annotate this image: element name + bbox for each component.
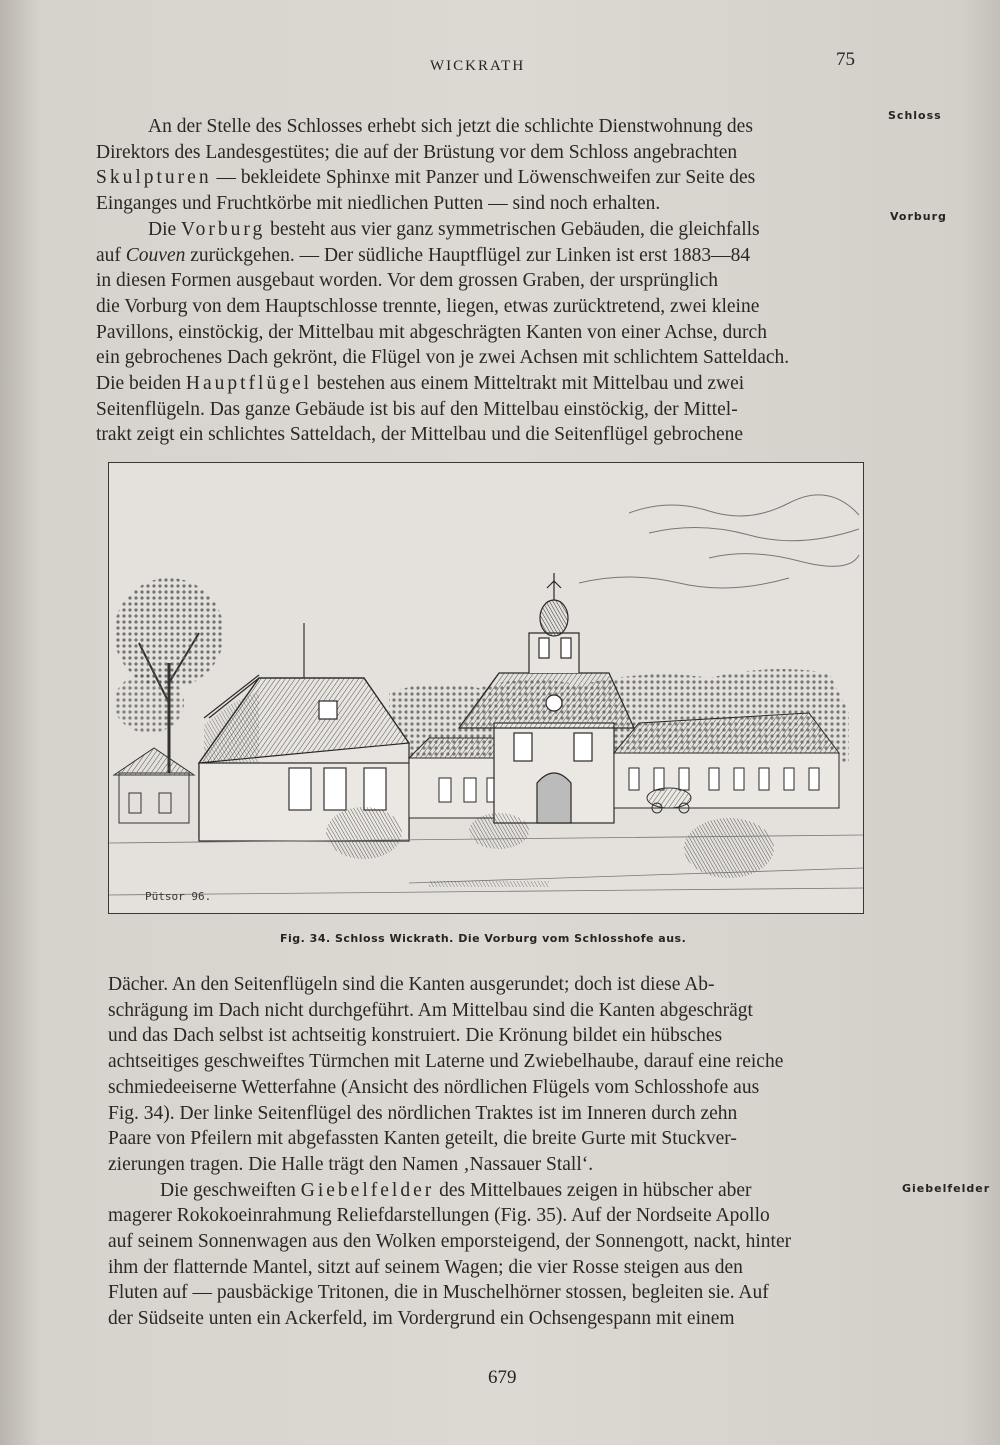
text-line: Die geschweiften Giebelfelder des Mittelbaues zeigen in hübscher aber <box>160 1179 752 1201</box>
bush-center <box>469 813 529 849</box>
horse-carriage <box>647 788 691 813</box>
page-number-bottom: 679 <box>488 1367 517 1388</box>
text-line: Fluten auf — pausbäckige Tritonen, die in Muschelhörner stossen, begleiten sie. Auf <box>108 1282 769 1304</box>
text-line: auf Couven zurückgehen. — Der südliche Hauptflügel zur Linken ist erst 1883—84 <box>96 244 751 266</box>
bush-right <box>684 818 774 878</box>
text-line: achtseitiges geschweiftes Türmchen mit Laterne und Zwiebelhaube, darauf eine reiche <box>108 1051 784 1073</box>
text-line: und das Dach selbst ist achtseitig konstruiert. Die Krönung bildet ein hübsches <box>108 1025 723 1047</box>
text-line: Die beiden Hauptflügel bestehen aus einem Mitteltrakt mit Mittelbau und zwei <box>96 373 745 395</box>
left-wing-roof <box>204 691 259 763</box>
top-paragraphs <box>96 114 866 448</box>
text-line: Skulpturen — bekleidete Sphinxe mit Panzer und Löwenschweifen zur Seite des <box>96 167 756 189</box>
figure-34-illustration <box>108 462 864 914</box>
bush-left <box>326 807 402 859</box>
text-line: der Südseite unten ein Ackerfeld, im Vordergrund ein Ochsengespann mit einem <box>108 1308 735 1330</box>
small-house-left <box>114 748 194 823</box>
margin-note-schloss: Schloss <box>888 109 942 122</box>
text-line: in diesen Formen ausgebaut worden. Vor dem grossen Graben, der ursprünglich <box>96 270 719 292</box>
text-line: schrägung im Dach nicht durchgeführt. Am Mittelbau sind die Kanten abgeschrägt <box>108 999 753 1021</box>
text-line: auf seinem Sonnenwagen aus den Wolken emporsteigend, der Sonnengott, nackt, hinter <box>108 1231 792 1253</box>
right-wing <box>614 713 839 808</box>
foreground-shadow <box>429 881 549 887</box>
page-number-top: 75 <box>836 49 855 70</box>
text-line: zierungen tragen. Die Halle trägt den Namen ‚Nassauer Stall‘. <box>108 1153 594 1175</box>
text-line: ihm der flatternde Mantel, sitzt auf seinem Wagen; die vier Rosse steigen aus den <box>108 1256 743 1278</box>
text-line: trakt zeigt ein schlichtes Satteldach, der Mittelbau und die Seitenflügel gebrochene <box>96 424 744 446</box>
text-line: An der Stelle des Schlosses erhebt sich jetzt die schlichte Dienstwohnung des <box>148 116 753 137</box>
text-line: schmiedeeiserne Wetterfahne (Ansicht des nördlichen Flügels vom Schlosshofe aus <box>108 1076 760 1098</box>
text-line: Einganges und Fruchtkörbe mit niedlichen Putten — sind noch erhalten. <box>96 193 661 215</box>
margin-note-giebelfelder: Giebelfelder <box>902 1182 991 1195</box>
clouds <box>579 495 859 588</box>
text-line: Seitenflügeln. Das ganze Gebäude ist bis auf den Mittelbau einstöckig, der Mittel- <box>96 398 738 420</box>
bottom-paragraphs <box>108 972 886 1332</box>
text-line: Fig. 34). Der linke Seitenflügel des nördlichen Traktes ist im Inneren durch zehn <box>108 1102 738 1124</box>
text-line: Pavillons, einstöckig, der Mittelbau mit abgeschrägten Kanten von einer Achse, durch <box>96 321 767 343</box>
text-line: die Vorburg von dem Hauptschlosse trennte, liegen, etwas zurücktretend, zwei kleine <box>96 295 760 317</box>
vorburg-drawing <box>109 463 863 913</box>
text-line: magerer Rokokoeinrahmung Reliefdarstellungen (Fig. 35). Auf der Nordseite Apollo <box>108 1205 770 1227</box>
text-line: Direktors des Landesgestütes; die auf der Brüstung vor dem Schloss angebrachten <box>96 141 738 163</box>
text-line: Dächer. An den Seitenflügeln sind die Kanten ausgerundet; doch ist diese Ab- <box>108 974 715 995</box>
text-line: Die Vorburg besteht aus vier ganz symmetrischen Gebäuden, die gleichfalls <box>148 218 760 240</box>
running-header: WICKRATH <box>430 58 526 74</box>
artist-signature: Pütsor 96. <box>145 890 212 903</box>
margin-note-vorburg: Vorburg <box>890 210 947 223</box>
figure-caption: Fig. 34. Schloss Wickrath. Die Vorburg vom Schlosshofe aus. <box>280 932 687 945</box>
text-line: ein gebrochenes Dach gekrönt, die Flügel von je zwei Achsen mit schlichtem Satteldach. <box>96 347 790 369</box>
text-line: Paare von Pfeilern mit abgefassten Kanten geteilt, die breite Gurte mit Stuckver- <box>108 1128 737 1150</box>
